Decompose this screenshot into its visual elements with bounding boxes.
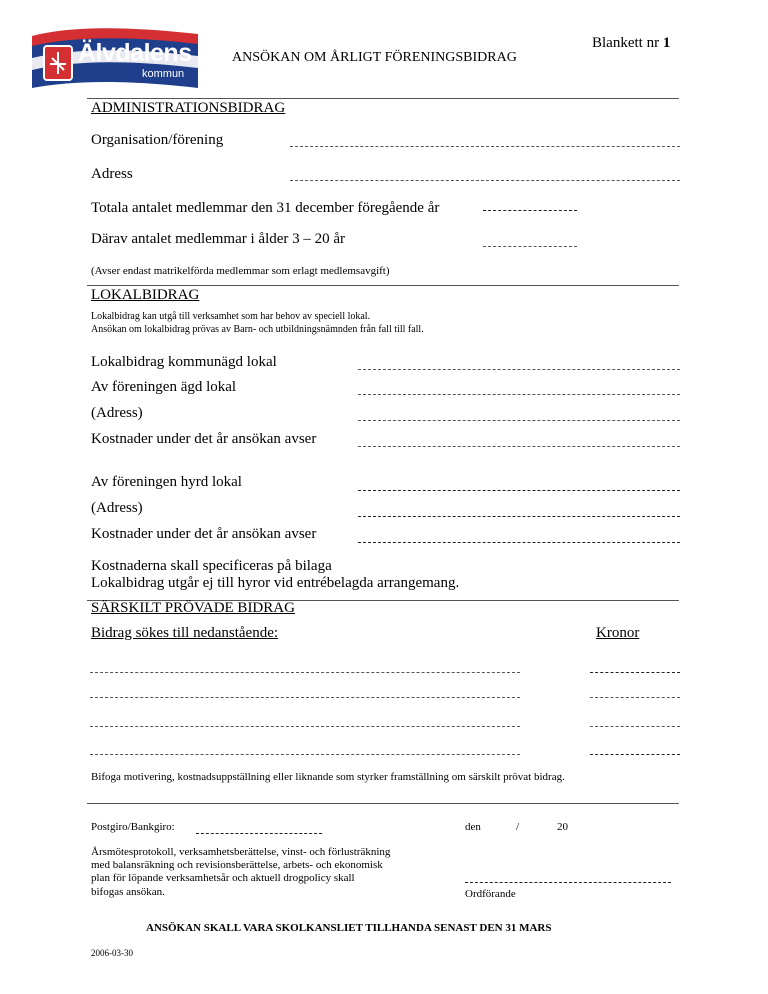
date-den: den	[465, 821, 481, 833]
logo-brand-name: Älvdalens	[78, 39, 192, 67]
date-year: 20	[557, 821, 568, 833]
attachments-line-1: Årsmötesprotokoll, verksamhetsberättelse, vinst- och förlusträkning	[91, 846, 391, 858]
kostnader-2-field[interactable]	[358, 542, 680, 543]
form-number: 1	[662, 35, 671, 51]
attachments-line-4: bifogas ansökan.	[91, 886, 165, 898]
header-divider	[87, 98, 679, 99]
lokal-desc-1: Lokalbidrag kan utgå till verksamhet som har behov av speciell lokal.	[91, 311, 371, 322]
postgiro-field[interactable]	[196, 833, 322, 834]
attachments-line-3: plan för löpande verksamhetsår och aktuell drogpolicy skall	[91, 872, 355, 884]
lokal-note-1: Kostnaderna skall specificeras på bilaga	[91, 558, 332, 574]
members-total-field[interactable]	[483, 210, 577, 211]
kronor-line-2[interactable]	[590, 697, 680, 698]
members-age-label: Därav antalet medlemmar i ålder 3 – 20 år	[91, 231, 346, 247]
agd-field[interactable]	[358, 394, 680, 395]
kommunagd-field[interactable]	[358, 369, 680, 370]
kostnader-2-label: Kostnader under det år ansökan avser	[91, 526, 317, 542]
municipality-logo	[30, 24, 200, 90]
kommunagd-label: Lokalbidrag kommunägd lokal	[91, 354, 277, 370]
kostnader-1-label: Kostnader under det år ansökan avser	[91, 431, 317, 447]
adress-1-label: (Adress)	[91, 405, 143, 421]
agd-label: Av föreningen ägd lokal	[91, 379, 237, 395]
kronor-line-3[interactable]	[590, 726, 680, 727]
bidrag-line-1[interactable]	[90, 672, 520, 673]
form-title: ANSÖKAN OM ÅRLIGT FÖRENINGSBIDRAG	[232, 50, 517, 65]
bidrag-line-2[interactable]	[90, 697, 520, 698]
admin-divider	[87, 285, 679, 286]
kronor-heading: Kronor	[596, 625, 640, 641]
deadline-notice: ANSÖKAN SKALL VARA SKOLKANSLIET TILLHANDA SENAST DEN 31 MARS	[146, 922, 552, 934]
sarskilt-footnote: Bifoga motivering, kostnadsuppställning eller liknande som styrker framställning om särskilt prövat bidrag.	[91, 771, 565, 783]
form-number-label	[592, 35, 670, 52]
members-total-label: Totala antalet medlemmar den 31 december föregående år	[91, 200, 440, 216]
hyrd-field[interactable]	[358, 490, 680, 491]
sarskilt-subheading: Bidrag sökes till nedanstående:	[91, 625, 279, 641]
ordforande-label: Ordförande	[465, 888, 516, 900]
adress-2-label: (Adress)	[91, 500, 143, 516]
sarskilt-heading: SÄRSKILT PRÖVADE BIDRAG	[91, 600, 295, 616]
logo-brand-sub: kommun	[142, 68, 185, 80]
lokal-desc-2: Ansökan om lokalbidrag prövas av Barn- och utbildningsnämnden från fall till fall.	[91, 324, 424, 335]
organisation-field[interactable]	[290, 146, 680, 147]
kronor-line-4[interactable]	[590, 754, 680, 755]
bidrag-line-3[interactable]	[90, 726, 520, 727]
admin-heading: ADMINISTRATIONSBIDRAG	[91, 100, 286, 116]
lokal-heading: LOKALBIDRAG	[91, 287, 200, 303]
hyrd-label: Av föreningen hyrd lokal	[91, 474, 242, 490]
lokal-note-2: Lokalbidrag utgår ej till hyror vid entrébelagda arrangemang.	[91, 575, 460, 591]
date-slash: /	[516, 821, 520, 833]
document-date: 2006-03-30	[91, 948, 133, 958]
signature-field[interactable]	[465, 882, 671, 883]
address-label: Adress	[91, 166, 133, 182]
members-note: (Avser endast matrikelförda medlemmar som erlagt medlemsavgift)	[91, 265, 390, 277]
bidrag-line-4[interactable]	[90, 754, 520, 755]
attachments-line-2: med balansräkning och revisionsberättelse, arbets- och ekonomisk	[91, 859, 383, 871]
kostnader-1-field[interactable]	[358, 446, 680, 447]
adress-1-field[interactable]	[358, 420, 680, 421]
sarskilt-divider	[87, 803, 679, 804]
postgiro-label: Postgiro/Bankgiro:	[91, 821, 175, 833]
adress-2-field[interactable]	[358, 516, 680, 517]
form-number-prefix: Blankett nr	[592, 35, 663, 51]
members-age-field[interactable]	[483, 246, 577, 247]
kronor-line-1[interactable]	[590, 672, 680, 673]
organisation-label: Organisation/förening	[91, 132, 224, 148]
address-field[interactable]	[290, 180, 680, 181]
